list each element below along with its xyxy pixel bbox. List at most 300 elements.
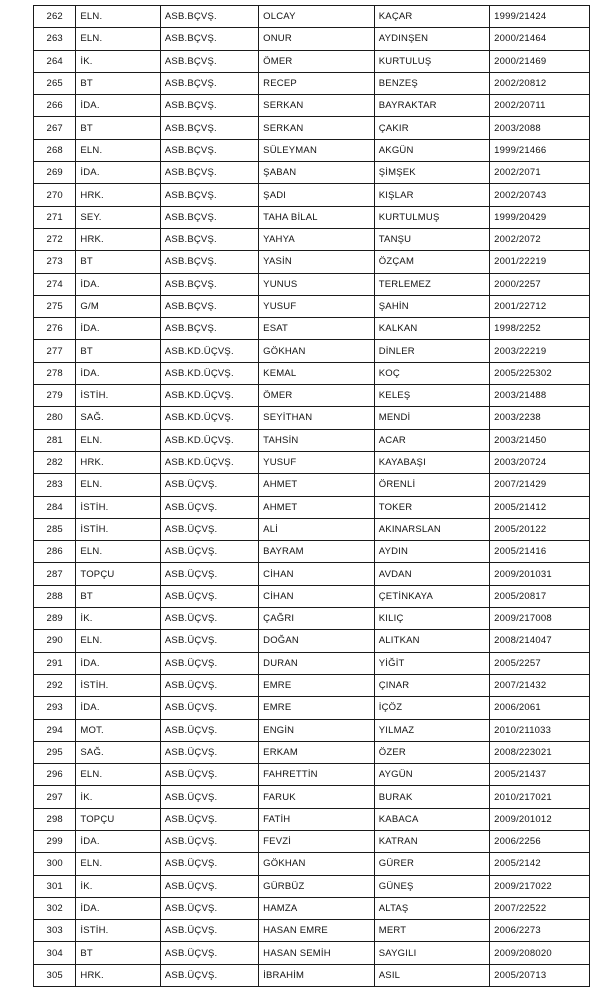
surname-cell: GÜRER	[374, 853, 489, 875]
row-number-cell: 264	[34, 50, 76, 72]
unit-code-cell: ELN.	[76, 764, 161, 786]
table-row	[34, 251, 590, 273]
registry-number-cell: 2008/223021	[490, 741, 590, 763]
first-name-cell: SÜLEYMAN	[259, 139, 375, 161]
rank-cell: ASB.BÇVŞ.	[160, 50, 258, 72]
table-row	[34, 295, 590, 317]
surname-cell: AKGÜN	[374, 139, 489, 161]
first-name-cell: EMRE	[259, 697, 375, 719]
unit-code-cell: ELN.	[76, 541, 161, 563]
rank-cell: ASB.ÜÇVŞ.	[160, 875, 258, 897]
rank-cell: ASB.BÇVŞ.	[160, 206, 258, 228]
row-number-cell: 266	[34, 95, 76, 117]
rank-cell: ASB.ÜÇVŞ.	[160, 474, 258, 496]
registry-number-cell: 2010/217021	[490, 786, 590, 808]
first-name-cell: FEVZİ	[259, 830, 375, 852]
table-row	[34, 72, 590, 94]
registry-number-cell: 2009/217008	[490, 608, 590, 630]
first-name-cell: ÇAĞRI	[259, 608, 375, 630]
rank-cell: ASB.ÜÇVŞ.	[160, 674, 258, 696]
row-number-cell: 281	[34, 429, 76, 451]
table-row	[34, 541, 590, 563]
rank-cell: ASB.BÇVŞ.	[160, 72, 258, 94]
surname-cell: ÖZÇAM	[374, 251, 489, 273]
registry-number-cell: 2007/22522	[490, 897, 590, 919]
surname-cell: ÖZER	[374, 741, 489, 763]
row-number-cell: 284	[34, 496, 76, 518]
unit-code-cell: İDA.	[76, 95, 161, 117]
registry-number-cell: 2001/22712	[490, 295, 590, 317]
surname-cell: KAYABAŞI	[374, 451, 489, 473]
row-number-cell: 263	[34, 28, 76, 50]
first-name-cell: HASAN EMRE	[259, 920, 375, 942]
table-row	[34, 563, 590, 585]
rank-cell: ASB.ÜÇVŞ.	[160, 920, 258, 942]
rank-cell: ASB.ÜÇVŞ.	[160, 518, 258, 540]
row-number-cell: 294	[34, 719, 76, 741]
unit-code-cell: SEY.	[76, 206, 161, 228]
unit-code-cell: BT	[76, 585, 161, 607]
registry-number-cell: 2007/21432	[490, 674, 590, 696]
surname-cell: GÜNEŞ	[374, 875, 489, 897]
registry-number-cell: 2000/21464	[490, 28, 590, 50]
row-number-cell: 275	[34, 295, 76, 317]
table-row	[34, 451, 590, 473]
rank-cell: ASB.KD.ÜÇVŞ.	[160, 362, 258, 384]
row-number-cell: 305	[34, 964, 76, 986]
rank-cell: ASB.BÇVŞ.	[160, 251, 258, 273]
rank-cell: ASB.BÇVŞ.	[160, 273, 258, 295]
surname-cell: KALKAN	[374, 318, 489, 340]
surname-cell: KABACA	[374, 808, 489, 830]
first-name-cell: ÖMER	[259, 50, 375, 72]
rank-cell: ASB.ÜÇVŞ.	[160, 608, 258, 630]
registry-number-cell: 2006/2273	[490, 920, 590, 942]
surname-cell: AYDIN	[374, 541, 489, 563]
surname-cell: ASIL	[374, 964, 489, 986]
surname-cell: ÇAKIR	[374, 117, 489, 139]
first-name-cell: YAHYA	[259, 228, 375, 250]
row-number-cell: 267	[34, 117, 76, 139]
table-row	[34, 920, 590, 942]
unit-code-cell: İSTİH.	[76, 920, 161, 942]
unit-code-cell: HRK.	[76, 451, 161, 473]
surname-cell: YILMAZ	[374, 719, 489, 741]
unit-code-cell: BT	[76, 340, 161, 362]
first-name-cell: CİHAN	[259, 585, 375, 607]
rank-cell: ASB.ÜÇVŞ.	[160, 853, 258, 875]
unit-code-cell: İSTİH.	[76, 496, 161, 518]
personnel-table	[33, 5, 590, 987]
rank-cell: ASB.ÜÇVŞ.	[160, 630, 258, 652]
registry-number-cell: 2003/2088	[490, 117, 590, 139]
table-row	[34, 184, 590, 206]
surname-cell: MENDİ	[374, 407, 489, 429]
table-row	[34, 50, 590, 72]
table-row	[34, 362, 590, 384]
first-name-cell: ŞADI	[259, 184, 375, 206]
surname-cell: İÇÖZ	[374, 697, 489, 719]
table-row	[34, 674, 590, 696]
row-number-cell: 302	[34, 897, 76, 919]
rank-cell: ASB.KD.ÜÇVŞ.	[160, 340, 258, 362]
first-name-cell: TAHSİN	[259, 429, 375, 451]
table-row	[34, 830, 590, 852]
first-name-cell: ŞABAN	[259, 162, 375, 184]
surname-cell: ŞİMŞEK	[374, 162, 489, 184]
personnel-table-body	[34, 6, 590, 987]
table-row	[34, 206, 590, 228]
first-name-cell: İBRAHİM	[259, 964, 375, 986]
table-row	[34, 95, 590, 117]
registry-number-cell: 2005/21416	[490, 541, 590, 563]
surname-cell: KATRAN	[374, 830, 489, 852]
unit-code-cell: HRK.	[76, 228, 161, 250]
first-name-cell: GÜRBÜZ	[259, 875, 375, 897]
table-row	[34, 28, 590, 50]
table-row	[34, 407, 590, 429]
table-row	[34, 808, 590, 830]
registry-number-cell: 2009/217022	[490, 875, 590, 897]
surname-cell: ŞAHİN	[374, 295, 489, 317]
table-row	[34, 652, 590, 674]
first-name-cell: YUSUF	[259, 451, 375, 473]
row-number-cell: 265	[34, 72, 76, 94]
row-number-cell: 269	[34, 162, 76, 184]
rank-cell: ASB.KD.ÜÇVŞ.	[160, 451, 258, 473]
table-row	[34, 608, 590, 630]
rank-cell: ASB.BÇVŞ.	[160, 184, 258, 206]
registry-number-cell: 2002/2072	[490, 228, 590, 250]
row-number-cell: 300	[34, 853, 76, 875]
registry-number-cell: 2007/21429	[490, 474, 590, 496]
rank-cell: ASB.BÇVŞ.	[160, 117, 258, 139]
first-name-cell: KEMAL	[259, 362, 375, 384]
row-number-cell: 278	[34, 362, 76, 384]
surname-cell: ALITKAN	[374, 630, 489, 652]
surname-cell: KOÇ	[374, 362, 489, 384]
first-name-cell: HASAN SEMİH	[259, 942, 375, 964]
registry-number-cell: 2005/20817	[490, 585, 590, 607]
unit-code-cell: İDA.	[76, 318, 161, 340]
registry-number-cell: 2008/214047	[490, 630, 590, 652]
registry-number-cell: 2006/2256	[490, 830, 590, 852]
registry-number-cell: 2002/2071	[490, 162, 590, 184]
row-number-cell: 295	[34, 741, 76, 763]
row-number-cell: 298	[34, 808, 76, 830]
unit-code-cell: İK.	[76, 50, 161, 72]
registry-number-cell: 2005/225302	[490, 362, 590, 384]
table-row	[34, 786, 590, 808]
surname-cell: ÇINAR	[374, 674, 489, 696]
row-number-cell: 301	[34, 875, 76, 897]
unit-code-cell: MOT.	[76, 719, 161, 741]
rank-cell: ASB.BÇVŞ.	[160, 139, 258, 161]
surname-cell: TERLEMEZ	[374, 273, 489, 295]
table-row	[34, 496, 590, 518]
row-number-cell: 277	[34, 340, 76, 362]
table-row	[34, 697, 590, 719]
registry-number-cell: 2005/2257	[490, 652, 590, 674]
rank-cell: ASB.ÜÇVŞ.	[160, 496, 258, 518]
first-name-cell: GÖKHAN	[259, 853, 375, 875]
rank-cell: ASB.ÜÇVŞ.	[160, 830, 258, 852]
surname-cell: AYGÜN	[374, 764, 489, 786]
first-name-cell: GÖKHAN	[259, 340, 375, 362]
unit-code-cell: İSTİH.	[76, 674, 161, 696]
rank-cell: ASB.ÜÇVŞ.	[160, 786, 258, 808]
rank-cell: ASB.ÜÇVŞ.	[160, 942, 258, 964]
row-number-cell: 282	[34, 451, 76, 473]
unit-code-cell: BT	[76, 251, 161, 273]
row-number-cell: 285	[34, 518, 76, 540]
row-number-cell: 262	[34, 6, 76, 28]
rank-cell: ASB.ÜÇVŞ.	[160, 541, 258, 563]
unit-code-cell: SAĞ.	[76, 741, 161, 763]
surname-cell: AKINARSLAN	[374, 518, 489, 540]
first-name-cell: YASİN	[259, 251, 375, 273]
first-name-cell: FAHRETTİN	[259, 764, 375, 786]
first-name-cell: CİHAN	[259, 563, 375, 585]
unit-code-cell: TOPÇU	[76, 563, 161, 585]
surname-cell: TANŞU	[374, 228, 489, 250]
surname-cell: AYDINŞEN	[374, 28, 489, 50]
unit-code-cell: BT	[76, 942, 161, 964]
registry-number-cell: 2003/22219	[490, 340, 590, 362]
row-number-cell: 291	[34, 652, 76, 674]
unit-code-cell: İK.	[76, 786, 161, 808]
registry-number-cell: 1998/2252	[490, 318, 590, 340]
first-name-cell: SERKAN	[259, 117, 375, 139]
first-name-cell: ONUR	[259, 28, 375, 50]
rank-cell: ASB.ÜÇVŞ.	[160, 964, 258, 986]
first-name-cell: SERKAN	[259, 95, 375, 117]
unit-code-cell: İDA.	[76, 897, 161, 919]
first-name-cell: OLCAY	[259, 6, 375, 28]
registry-number-cell: 1999/20429	[490, 206, 590, 228]
registry-number-cell: 2000/21469	[490, 50, 590, 72]
rank-cell: ASB.BÇVŞ.	[160, 95, 258, 117]
surname-cell: ÖRENLİ	[374, 474, 489, 496]
unit-code-cell: BT	[76, 117, 161, 139]
registry-number-cell: 2010/211033	[490, 719, 590, 741]
unit-code-cell: ELN.	[76, 28, 161, 50]
table-row	[34, 942, 590, 964]
unit-code-cell: ELN.	[76, 853, 161, 875]
rank-cell: ASB.ÜÇVŞ.	[160, 563, 258, 585]
table-row	[34, 273, 590, 295]
unit-code-cell: HRK.	[76, 184, 161, 206]
unit-code-cell: ELN.	[76, 474, 161, 496]
rank-cell: ASB.ÜÇVŞ.	[160, 719, 258, 741]
surname-cell: KILIÇ	[374, 608, 489, 630]
rank-cell: ASB.ÜÇVŞ.	[160, 897, 258, 919]
registry-number-cell: 2005/20713	[490, 964, 590, 986]
table-row	[34, 340, 590, 362]
table-row	[34, 385, 590, 407]
unit-code-cell: ELN.	[76, 630, 161, 652]
first-name-cell: ERKAM	[259, 741, 375, 763]
registry-number-cell: 2003/21450	[490, 429, 590, 451]
first-name-cell: TAHA BİLAL	[259, 206, 375, 228]
unit-code-cell: İK.	[76, 608, 161, 630]
surname-cell: AVDAN	[374, 563, 489, 585]
first-name-cell: RECEP	[259, 72, 375, 94]
row-number-cell: 293	[34, 697, 76, 719]
table-row	[34, 429, 590, 451]
table-row	[34, 764, 590, 786]
table-row	[34, 162, 590, 184]
first-name-cell: BAYRAM	[259, 541, 375, 563]
row-number-cell: 288	[34, 585, 76, 607]
rank-cell: ASB.KD.ÜÇVŞ.	[160, 385, 258, 407]
table-row	[34, 117, 590, 139]
row-number-cell: 287	[34, 563, 76, 585]
row-number-cell: 268	[34, 139, 76, 161]
registry-number-cell: 2001/22219	[490, 251, 590, 273]
registry-number-cell: 2000/2257	[490, 273, 590, 295]
first-name-cell: FATİH	[259, 808, 375, 830]
surname-cell: KAÇAR	[374, 6, 489, 28]
registry-number-cell: 1999/21424	[490, 6, 590, 28]
row-number-cell: 297	[34, 786, 76, 808]
registry-number-cell: 2003/21488	[490, 385, 590, 407]
rank-cell: ASB.ÜÇVŞ.	[160, 697, 258, 719]
rank-cell: ASB.KD.ÜÇVŞ.	[160, 429, 258, 451]
table-row	[34, 964, 590, 986]
table-row	[34, 897, 590, 919]
first-name-cell: FARUK	[259, 786, 375, 808]
registry-number-cell: 2005/2142	[490, 853, 590, 875]
registry-number-cell: 2002/20711	[490, 95, 590, 117]
registry-number-cell: 2005/21437	[490, 764, 590, 786]
table-row	[34, 318, 590, 340]
surname-cell: SAYGILI	[374, 942, 489, 964]
surname-cell: BURAK	[374, 786, 489, 808]
rank-cell: ASB.ÜÇVŞ.	[160, 808, 258, 830]
row-number-cell: 280	[34, 407, 76, 429]
table-row	[34, 853, 590, 875]
registry-number-cell: 2003/20724	[490, 451, 590, 473]
row-number-cell: 272	[34, 228, 76, 250]
table-row	[34, 585, 590, 607]
rank-cell: ASB.BÇVŞ.	[160, 228, 258, 250]
rank-cell: ASB.KD.ÜÇVŞ.	[160, 407, 258, 429]
rank-cell: ASB.BÇVŞ.	[160, 318, 258, 340]
first-name-cell: ÖMER	[259, 385, 375, 407]
unit-code-cell: İK.	[76, 875, 161, 897]
table-row	[34, 228, 590, 250]
rank-cell: ASB.BÇVŞ.	[160, 28, 258, 50]
registry-number-cell: 2002/20743	[490, 184, 590, 206]
row-number-cell: 289	[34, 608, 76, 630]
unit-code-cell: İDA.	[76, 830, 161, 852]
unit-code-cell: İDA.	[76, 652, 161, 674]
table-row	[34, 630, 590, 652]
registry-number-cell: 2005/21412	[490, 496, 590, 518]
table-row	[34, 474, 590, 496]
row-number-cell: 276	[34, 318, 76, 340]
first-name-cell: ALİ	[259, 518, 375, 540]
surname-cell: KURTULMUŞ	[374, 206, 489, 228]
row-number-cell: 274	[34, 273, 76, 295]
surname-cell: ALTAŞ	[374, 897, 489, 919]
surname-cell: KELEŞ	[374, 385, 489, 407]
unit-code-cell: İDA.	[76, 362, 161, 384]
rank-cell: ASB.ÜÇVŞ.	[160, 741, 258, 763]
unit-code-cell: ELN.	[76, 6, 161, 28]
registry-number-cell: 2003/2238	[490, 407, 590, 429]
unit-code-cell: İDA.	[76, 697, 161, 719]
rank-cell: ASB.ÜÇVŞ.	[160, 652, 258, 674]
first-name-cell: EMRE	[259, 674, 375, 696]
surname-cell: DİNLER	[374, 340, 489, 362]
registry-number-cell: 2002/20812	[490, 72, 590, 94]
unit-code-cell: İDA.	[76, 273, 161, 295]
table-row	[34, 6, 590, 28]
first-name-cell: ENGİN	[259, 719, 375, 741]
first-name-cell: SEYİTHAN	[259, 407, 375, 429]
table-row	[34, 719, 590, 741]
unit-code-cell: HRK.	[76, 964, 161, 986]
unit-code-cell: İSTİH.	[76, 385, 161, 407]
surname-cell: TOKER	[374, 496, 489, 518]
unit-code-cell: G/M	[76, 295, 161, 317]
table-row	[34, 741, 590, 763]
table-row	[34, 875, 590, 897]
registry-number-cell: 2009/208020	[490, 942, 590, 964]
row-number-cell: 292	[34, 674, 76, 696]
unit-code-cell: BT	[76, 72, 161, 94]
surname-cell: KURTULUŞ	[374, 50, 489, 72]
unit-code-cell: SAĞ.	[76, 407, 161, 429]
row-number-cell: 273	[34, 251, 76, 273]
first-name-cell: AHMET	[259, 474, 375, 496]
surname-cell: BENZEŞ	[374, 72, 489, 94]
first-name-cell: AHMET	[259, 496, 375, 518]
registry-number-cell: 2009/201031	[490, 563, 590, 585]
surname-cell: MERT	[374, 920, 489, 942]
unit-code-cell: İSTİH.	[76, 518, 161, 540]
row-number-cell: 279	[34, 385, 76, 407]
unit-code-cell: ELN.	[76, 139, 161, 161]
unit-code-cell: TOPÇU	[76, 808, 161, 830]
surname-cell: ÇETİNKAYA	[374, 585, 489, 607]
row-number-cell: 304	[34, 942, 76, 964]
unit-code-cell: ELN.	[76, 429, 161, 451]
rank-cell: ASB.ÜÇVŞ.	[160, 585, 258, 607]
rank-cell: ASB.ÜÇVŞ.	[160, 764, 258, 786]
surname-cell: YİĞİT	[374, 652, 489, 674]
table-row	[34, 518, 590, 540]
registry-number-cell: 2009/201012	[490, 808, 590, 830]
row-number-cell: 290	[34, 630, 76, 652]
first-name-cell: DOĞAN	[259, 630, 375, 652]
row-number-cell: 270	[34, 184, 76, 206]
first-name-cell: YUSUF	[259, 295, 375, 317]
registry-number-cell: 1999/21466	[490, 139, 590, 161]
surname-cell: KIŞLAR	[374, 184, 489, 206]
row-number-cell: 286	[34, 541, 76, 563]
registry-number-cell: 2005/20122	[490, 518, 590, 540]
unit-code-cell: İDA.	[76, 162, 161, 184]
row-number-cell: 271	[34, 206, 76, 228]
first-name-cell: YUNUS	[259, 273, 375, 295]
surname-cell: BAYRAKTAR	[374, 95, 489, 117]
registry-number-cell: 2006/2061	[490, 697, 590, 719]
first-name-cell: ESAT	[259, 318, 375, 340]
row-number-cell: 303	[34, 920, 76, 942]
